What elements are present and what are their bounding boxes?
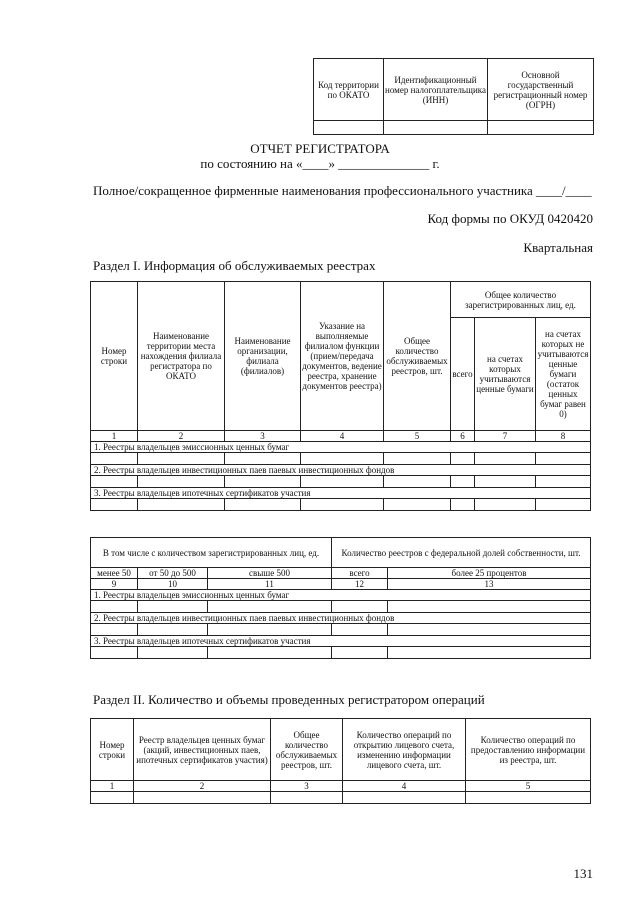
page-number: 131 — [573, 866, 593, 881]
periodicity: Квартальная — [523, 240, 593, 255]
functions-header: Указание на выполняемые филиалом функции (прием/передача документов, ведение реестра, хранение документов реестра) — [301, 282, 384, 431]
over-500-header: свыше 500 — [208, 568, 332, 579]
section1-title: Раздел I. Информация об обслуживаемых реестрах — [93, 258, 376, 273]
row-label: 3. Реестры владельцев ипотечных сертификатов участия — [91, 636, 591, 647]
table-row — [91, 465, 591, 476]
col-num: 6 — [451, 431, 475, 442]
table-row[interactable] — [91, 453, 591, 465]
organization-name-header: Наименование организации, филиала (филиалов) — [225, 282, 301, 431]
table-row[interactable] — [91, 499, 591, 511]
col-num: 10 — [138, 579, 208, 590]
col-num: 3 — [271, 781, 343, 792]
total-header: всего — [451, 318, 475, 431]
accounts-without-securities-header: на счетах которых не учитываются ценные бумаги (остаток ценных бумаг равен 0) — [536, 318, 591, 431]
ogrn-value[interactable] — [488, 121, 594, 135]
col-num: 9 — [91, 579, 138, 590]
column-numbers-row — [91, 431, 591, 442]
row-label: 1. Реестры владельцев эмиссионных ценных бумаг — [91, 590, 591, 601]
col-num: 8 — [536, 431, 591, 442]
table-row — [91, 442, 591, 453]
registered-count-header: В том числе с количеством зарегистрированных лиц, ед. — [91, 538, 332, 568]
col-num: 12 — [332, 579, 388, 590]
registered-persons-header: Общее количество зарегистрированных лиц, ед. — [451, 282, 591, 318]
col-num: 3 — [225, 431, 301, 442]
section2-title: Раздел II. Количество и объемы проведенных регистратором операций — [93, 692, 485, 707]
table-row — [91, 636, 591, 647]
col-num: 13 — [388, 579, 591, 590]
column-numbers-row — [91, 579, 591, 590]
row-number-header: Номер строки — [91, 719, 134, 781]
ogrn-header: Основной государственный регистрационный номер (ОГРН) — [488, 59, 594, 121]
total-header: всего — [332, 568, 388, 579]
okato-header: Код территории по ОКАТО — [314, 59, 384, 121]
from-50-to-500-header: от 50 до 500 — [138, 568, 208, 579]
over-25-header: более 25 процентов — [388, 568, 591, 579]
section1-table — [90, 281, 591, 511]
row-label: 3. Реестры владельцев ипотечных сертификатов участия — [91, 488, 591, 499]
identification-table — [313, 58, 594, 135]
col-num: 5 — [384, 431, 451, 442]
inn-header: Идентификационный номер налогоплательщика (ИНН) — [384, 59, 488, 121]
okato-value[interactable] — [314, 121, 384, 135]
table-row[interactable] — [91, 647, 591, 659]
table-row[interactable] — [91, 601, 591, 613]
col-num: 11 — [208, 579, 332, 590]
total-registries-header: Общее количество обслуживаемых реестров, шт. — [271, 719, 343, 781]
info-operations-header: Количество операций по предоставлению информации из реестра, шт. — [466, 719, 591, 781]
accounts-with-securities-header: на счетах которых учитываются ценные бумаги — [475, 318, 536, 431]
form-code: Код формы по ОКУД 0420420 — [427, 211, 593, 226]
table-row[interactable] — [91, 624, 591, 636]
col-num: 1 — [91, 781, 134, 792]
row-label: 2. Реестры владельцев инвестиционных паев паевых инвестиционных фондов — [91, 465, 591, 476]
account-operations-header: Количество операций по открытию лицевого счета, изменению информации лицевого счета, шт. — [343, 719, 466, 781]
col-num: 4 — [301, 431, 384, 442]
federal-share-header: Количество реестров с федеральной долей собственности, шт. — [332, 538, 591, 568]
row-label: 2. Реестры владельцев инвестиционных паев паевых инвестиционных фондов — [91, 613, 591, 624]
report-title: ОТЧЕТ РЕГИСТРАТОРА — [250, 141, 390, 156]
column-numbers-row — [91, 781, 591, 792]
table-row[interactable] — [91, 792, 591, 804]
col-num: 2 — [134, 781, 271, 792]
table-row — [91, 488, 591, 499]
row-label: 1. Реестры владельцев эмиссионных ценных бумаг — [91, 442, 591, 453]
col-num: 5 — [466, 781, 591, 792]
section1b-table — [90, 537, 591, 659]
table-row — [91, 613, 591, 624]
inn-value[interactable] — [384, 121, 488, 135]
total-registries-header: Общее количество обслуживаемых реестров, шт. — [384, 282, 451, 431]
col-num: 1 — [91, 431, 138, 442]
row-number-header: Номер строки — [91, 282, 138, 431]
col-num: 4 — [343, 781, 466, 792]
table-row — [91, 590, 591, 601]
section2-table — [90, 718, 591, 804]
table-row[interactable] — [91, 476, 591, 488]
less-50-header: менее 50 — [91, 568, 138, 579]
col-num: 7 — [475, 431, 536, 442]
col-num: 2 — [138, 431, 225, 442]
territory-name-header: Наименование территории места нахождения филиала регистратора по ОКАТО — [138, 282, 225, 431]
registry-header: Реестр владельцев ценных бумаг (акций, инвестиционных паев, ипотечных сертификатов участия) — [134, 719, 271, 781]
participant-name: Полное/сокращенное фирменные наименования профессионального участника ____/____ — [93, 183, 592, 198]
report-date: по состоянию на «____» ______________ г. — [200, 156, 440, 171]
